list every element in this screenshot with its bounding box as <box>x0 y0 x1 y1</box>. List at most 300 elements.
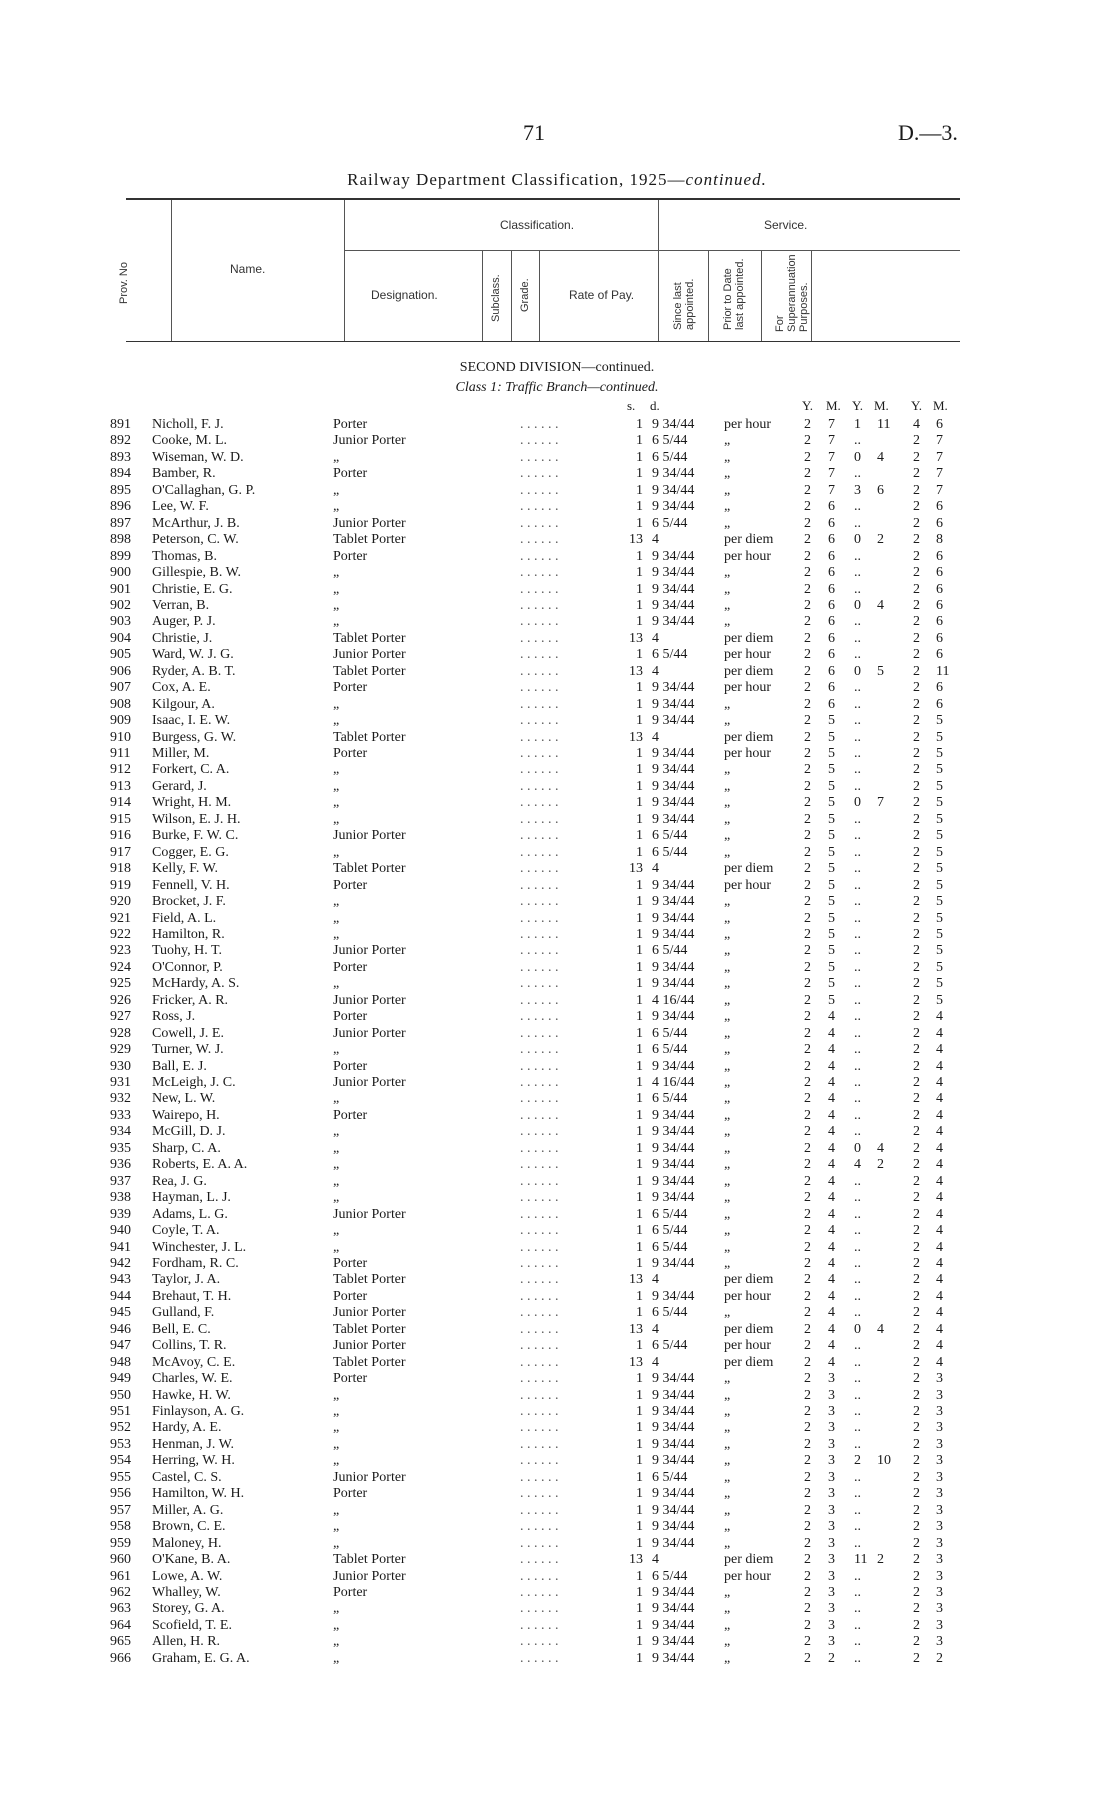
prov-no-cell: 934 <box>110 1124 131 1140</box>
leader-dots: . . . . . . <box>520 877 559 893</box>
prov-no-cell: 907 <box>110 680 131 696</box>
rate-shillings-cell: 1 <box>636 1338 643 1354</box>
rate-pence-cell: 9 34/44 <box>652 1535 695 1551</box>
rate-pence-cell: 4 16/44 <box>652 1075 695 1090</box>
table-row <box>0 466 1114 483</box>
designation-cell: „ <box>333 910 340 926</box>
super-months-cell: 5 <box>936 959 943 975</box>
since-years-cell: 2 <box>804 1387 811 1403</box>
leader-dots: . . . . . . <box>520 1601 559 1617</box>
rate-unit-cell: per diem <box>724 861 774 877</box>
prior-years-cell: .. <box>854 828 861 844</box>
super-months-cell: 5 <box>936 795 943 811</box>
prov-no-cell: 895 <box>110 482 131 498</box>
rate-shillings-cell: 1 <box>636 1107 643 1123</box>
table-row <box>0 1256 1114 1273</box>
leader-dots: . . . . . . <box>520 1042 559 1058</box>
super-years-cell: 2 <box>913 1157 920 1173</box>
units-months-1: M. <box>826 398 841 413</box>
super-years-cell: 2 <box>913 499 920 515</box>
rate-unit-cell: „ <box>724 1305 731 1321</box>
super-years-cell: 2 <box>913 959 920 975</box>
rate-unit-cell: per hour <box>724 548 772 564</box>
super-months-cell: 4 <box>936 1338 943 1354</box>
super-months-cell: 4 <box>936 1091 943 1107</box>
rate-pence-cell: 9 34/44 <box>652 548 695 564</box>
name-cell: Field, A. L. <box>152 910 217 926</box>
prior-years-cell: .. <box>854 1387 861 1403</box>
table-row <box>0 1174 1114 1191</box>
rate-pence-cell: 6 5/44 <box>652 828 688 844</box>
designation-cell: „ <box>333 1617 340 1633</box>
designation-cell: Junior Porter <box>333 433 406 449</box>
rate-shillings-cell: 1 <box>636 1042 643 1058</box>
since-years-cell: 2 <box>804 992 811 1008</box>
designation-cell: Porter <box>333 1584 368 1600</box>
leader-dots: . . . . . . <box>520 1404 559 1419</box>
prov-no-cell: 951 <box>110 1404 131 1419</box>
rate-shillings-cell: 1 <box>636 1190 643 1206</box>
since-years-cell: 2 <box>804 1552 811 1568</box>
designation-cell: „ <box>333 1091 340 1107</box>
rate-shillings-cell: 1 <box>636 680 643 696</box>
prior-months-cell: 5 <box>877 663 884 679</box>
designation-cell: „ <box>333 1404 340 1419</box>
super-years-cell: 2 <box>913 976 920 992</box>
table-row <box>0 1240 1114 1257</box>
super-years-cell: 2 <box>913 630 920 646</box>
rate-unit-cell: „ <box>724 943 731 959</box>
designation-cell: Junior Porter <box>333 1075 406 1090</box>
rate-pence-cell: 6 5/44 <box>652 943 688 959</box>
leader-dots: . . . . . . <box>520 1321 559 1337</box>
super-years-cell: 2 <box>913 1305 920 1321</box>
name-cell: Burke, F. W. C. <box>152 828 239 844</box>
super-months-cell: 6 <box>936 696 943 712</box>
rate-unit-cell: „ <box>724 1634 731 1650</box>
rate-pence-cell: 9 34/44 <box>652 713 695 729</box>
rate-pence-cell: 9 34/44 <box>652 1584 695 1600</box>
prov-no-cell: 942 <box>110 1255 131 1271</box>
rate-pence-cell: 9 34/44 <box>652 597 695 613</box>
units-pence: d. <box>650 398 660 413</box>
super-months-cell: 4 <box>936 1042 943 1058</box>
super-years-cell: 2 <box>913 1042 920 1058</box>
super-years-cell: 2 <box>913 1075 920 1090</box>
super-months-cell: 4 <box>936 1058 943 1074</box>
leader-dots: . . . . . . <box>520 746 559 761</box>
prov-no-cell: 900 <box>110 565 131 581</box>
designation-cell: Junior Porter <box>333 515 406 531</box>
super-years-cell: 2 <box>913 729 920 745</box>
prov-no-cell: 902 <box>110 597 131 613</box>
designation-cell: Tablet Porter <box>333 1272 406 1288</box>
units-years-3: Y. <box>911 398 922 413</box>
rate-pence-cell: 9 34/44 <box>652 1190 695 1206</box>
rate-pence-cell: 4 <box>652 861 659 877</box>
designation-cell: Junior Porter <box>333 1025 406 1041</box>
designation-cell: „ <box>333 696 340 712</box>
rate-shillings-cell: 1 <box>636 548 643 564</box>
name-cell: McArthur, J. B. <box>152 515 240 531</box>
rate-shillings-cell: 1 <box>636 1404 643 1419</box>
table-row <box>0 1157 1114 1174</box>
since-months-cell: 5 <box>828 713 835 729</box>
prior-years-cell: .. <box>854 1223 861 1239</box>
grade-header: Grade. <box>519 278 531 312</box>
rate-shillings-cell: 1 <box>636 1255 643 1271</box>
prior-months-cell: 4 <box>877 449 884 465</box>
name-cell: O'Kane, B. A. <box>152 1552 231 1568</box>
leader-dots: . . . . . . <box>520 1157 559 1173</box>
since-months-cell: 4 <box>828 1042 835 1058</box>
prov-no-cell: 914 <box>110 795 131 811</box>
table-row <box>0 746 1114 763</box>
since-months-cell: 3 <box>828 1535 835 1551</box>
prov-no-cell: 950 <box>110 1387 131 1403</box>
subclass-header: Subclass. <box>490 274 502 322</box>
rate-pence-cell: 9 34/44 <box>652 1617 695 1633</box>
prior-years-cell: 11 <box>854 1552 868 1568</box>
leader-dots: . . . . . . <box>520 1107 559 1123</box>
since-months-cell: 5 <box>828 778 835 794</box>
designation-cell: Porter <box>333 1255 368 1271</box>
rate-unit-cell: per hour <box>724 647 772 663</box>
super-years-cell: 2 <box>913 910 920 926</box>
super-years-cell: 2 <box>913 1009 920 1025</box>
designation-cell: „ <box>333 482 340 498</box>
rate-shillings-cell: 1 <box>636 1634 643 1650</box>
rate-shillings-cell: 1 <box>636 778 643 794</box>
prior-years-cell: .. <box>854 499 861 515</box>
designation-cell: „ <box>333 844 340 860</box>
table-row <box>0 1585 1114 1602</box>
name-cell: Ryder, A. B. T. <box>152 663 236 679</box>
table-row <box>0 697 1114 714</box>
prior-years-cell: .. <box>854 713 861 729</box>
designation-cell: „ <box>333 713 340 729</box>
designation-cell: „ <box>333 1239 340 1255</box>
name-cell: Kilgour, A. <box>152 696 215 712</box>
since-months-cell: 3 <box>828 1634 835 1650</box>
rate-unit-cell: „ <box>724 499 731 515</box>
table-row <box>0 1026 1114 1043</box>
since-months-cell: 5 <box>828 976 835 992</box>
super-months-cell: 3 <box>936 1502 943 1518</box>
super-years-cell: 2 <box>913 844 920 860</box>
leader-dots: . . . . . . <box>520 828 559 844</box>
name-cell: Collins, T. R. <box>152 1338 227 1354</box>
rate-pence-cell: 9 34/44 <box>652 762 695 778</box>
table-row <box>0 1338 1114 1355</box>
prov-no-cell: 954 <box>110 1453 131 1469</box>
rate-shillings-cell: 1 <box>636 1058 643 1074</box>
leader-dots: . . . . . . <box>520 1058 559 1074</box>
leader-dots: . . . . . . <box>520 449 559 465</box>
rate-pence-cell: 9 34/44 <box>652 1453 695 1469</box>
name-cell: Bamber, R. <box>152 466 216 482</box>
designation-cell: „ <box>333 1173 340 1189</box>
prior-years-cell: .. <box>854 1486 861 1502</box>
prov-no-cell: 928 <box>110 1025 131 1041</box>
super-months-cell: 7 <box>936 466 943 482</box>
table-row <box>0 1141 1114 1158</box>
rate-unit-cell: per diem <box>724 1552 774 1568</box>
prov-no-cell: 920 <box>110 894 131 910</box>
rate-shillings-cell: 1 <box>636 482 643 498</box>
since-months-cell: 6 <box>828 680 835 696</box>
prov-no-cell: 915 <box>110 811 131 827</box>
rate-pence-cell: 9 34/44 <box>652 959 695 975</box>
rate-unit-cell: „ <box>724 1075 731 1090</box>
super-months-cell: 7 <box>936 449 943 465</box>
super-years-cell: 2 <box>913 1371 920 1387</box>
since-years-cell: 2 <box>804 696 811 712</box>
table-row <box>0 1404 1114 1421</box>
since-years-cell: 2 <box>804 548 811 564</box>
table-row <box>0 927 1114 944</box>
designation-cell: „ <box>333 778 340 794</box>
prior-years-cell: .. <box>854 1255 861 1271</box>
prior-years-cell: .. <box>854 959 861 975</box>
prior-appointed-header: Prior to Date last appointed. <box>722 258 746 330</box>
table-row <box>0 417 1114 434</box>
super-years-cell: 4 <box>913 417 920 432</box>
super-years-cell: 2 <box>913 1436 920 1452</box>
name-cell: Sharp, C. A. <box>152 1140 221 1156</box>
rate-pence-cell: 9 34/44 <box>652 1157 695 1173</box>
rate-unit-cell: „ <box>724 581 731 597</box>
rate-pence-cell: 9 34/44 <box>652 614 695 630</box>
designation-cell: „ <box>333 499 340 515</box>
designation-cell: Junior Porter <box>333 992 406 1008</box>
designation-cell: „ <box>333 1453 340 1469</box>
leader-dots: . . . . . . <box>520 1206 559 1222</box>
prov-no-cell: 908 <box>110 696 131 712</box>
super-months-cell: 4 <box>936 1157 943 1173</box>
leader-dots: . . . . . . <box>520 1617 559 1633</box>
prov-no-cell: 938 <box>110 1190 131 1206</box>
leader-dots: . . . . . . <box>520 959 559 975</box>
rate-shillings-cell: 1 <box>636 417 643 432</box>
since-months-cell: 6 <box>828 630 835 646</box>
leader-dots: . . . . . . <box>520 1124 559 1140</box>
rate-pence-cell: 4 <box>652 1354 659 1370</box>
rate-shillings-cell: 1 <box>636 1075 643 1090</box>
rate-unit-cell: „ <box>724 910 731 926</box>
rate-unit-cell: „ <box>724 482 731 498</box>
rate-shillings-cell: 1 <box>636 565 643 581</box>
super-months-cell: 5 <box>936 762 943 778</box>
prior-months-cell: 4 <box>877 597 884 613</box>
since-years-cell: 2 <box>804 894 811 910</box>
rate-shillings-cell: 13 <box>629 630 643 646</box>
designation-cell: Tablet Porter <box>333 532 406 548</box>
super-years-cell: 2 <box>913 1601 920 1617</box>
name-cell: Brehaut, T. H. <box>152 1288 232 1304</box>
super-years-cell: 2 <box>913 1321 920 1337</box>
name-cell: Tuohy, H. T. <box>152 943 223 959</box>
rate-pence-cell: 6 5/44 <box>652 844 688 860</box>
leader-dots: . . . . . . <box>520 1650 559 1666</box>
super-months-cell: 3 <box>936 1519 943 1535</box>
since-months-cell: 3 <box>828 1617 835 1633</box>
rate-unit-cell: „ <box>724 926 731 942</box>
super-years-cell: 2 <box>913 1404 920 1419</box>
super-years-cell: 2 <box>913 696 920 712</box>
rate-unit-cell: „ <box>724 565 731 581</box>
table-row <box>0 598 1114 615</box>
table-row <box>0 1223 1114 1240</box>
since-years-cell: 2 <box>804 532 811 548</box>
rate-shillings-cell: 1 <box>636 515 643 531</box>
name-cell: McAvoy, C. E. <box>152 1354 236 1370</box>
super-months-cell: 4 <box>936 1272 943 1288</box>
since-months-cell: 5 <box>828 992 835 1008</box>
rate-pence-cell: 6 5/44 <box>652 1338 688 1354</box>
super-years-cell: 2 <box>913 828 920 844</box>
rate-shillings-cell: 1 <box>636 1486 643 1502</box>
table-row <box>0 532 1114 549</box>
super-years-cell: 2 <box>913 1584 920 1600</box>
table-row <box>0 450 1114 467</box>
super-months-cell: 3 <box>936 1486 943 1502</box>
prov-no-cell: 926 <box>110 992 131 1008</box>
prior-years-cell: 0 <box>854 449 861 465</box>
leader-dots: . . . . . . <box>520 1272 559 1288</box>
table-row <box>0 1108 1114 1125</box>
since-years-cell: 2 <box>804 1206 811 1222</box>
name-cell: Hardy, A. E. <box>152 1420 222 1436</box>
prior-months-cell: 10 <box>877 1453 891 1469</box>
prior-years-cell: 0 <box>854 597 861 613</box>
table-row <box>0 1059 1114 1076</box>
prov-no-cell: 896 <box>110 499 131 515</box>
super-years-cell: 2 <box>913 1272 920 1288</box>
rate-pence-cell: 9 34/44 <box>652 1502 695 1518</box>
super-months-cell: 3 <box>936 1371 943 1387</box>
prov-no-cell: 894 <box>110 466 131 482</box>
rate-unit-cell: „ <box>724 1091 731 1107</box>
since-years-cell: 2 <box>804 877 811 893</box>
since-months-cell: 4 <box>828 1157 835 1173</box>
designation-cell: „ <box>333 1601 340 1617</box>
rate-unit-cell: „ <box>724 1617 731 1633</box>
super-years-cell: 2 <box>913 1288 920 1304</box>
super-months-cell: 5 <box>936 926 943 942</box>
since-months-cell: 6 <box>828 548 835 564</box>
name-cell: Scofield, T. E. <box>152 1617 232 1633</box>
super-months-cell: 6 <box>936 548 943 564</box>
designation-cell: „ <box>333 976 340 992</box>
prior-years-cell: .. <box>854 1502 861 1518</box>
designation-cell: Porter <box>333 746 368 761</box>
table-row <box>0 1618 1114 1635</box>
since-years-cell: 2 <box>804 581 811 597</box>
table-row <box>0 1552 1114 1569</box>
name-cell: Adams, L. G. <box>152 1206 228 1222</box>
leader-dots: . . . . . . <box>520 762 559 778</box>
since-years-cell: 2 <box>804 1338 811 1354</box>
prior-years-cell: .. <box>854 910 861 926</box>
prov-no-cell: 921 <box>110 910 131 926</box>
prov-no-cell: 911 <box>110 746 131 761</box>
name-cell: Isaac, I. E. W. <box>152 713 231 729</box>
rate-unit-cell: „ <box>724 1404 731 1419</box>
designation-cell: Junior Porter <box>333 1469 406 1485</box>
since-years-cell: 2 <box>804 1140 811 1156</box>
super-months-cell: 5 <box>936 943 943 959</box>
rate-shillings-cell: 1 <box>636 1173 643 1189</box>
leader-dots: . . . . . . <box>520 811 559 827</box>
rate-shillings-cell: 1 <box>636 1387 643 1403</box>
since-months-cell: 6 <box>828 581 835 597</box>
name-cell: Coyle, T. A. <box>152 1223 220 1239</box>
designation-cell: „ <box>333 926 340 942</box>
leader-dots: . . . . . . <box>520 894 559 910</box>
super-months-cell: 4 <box>936 1239 943 1255</box>
designation-cell: Junior Porter <box>333 828 406 844</box>
since-years-cell: 2 <box>804 515 811 531</box>
rate-pence-cell: 6 5/44 <box>652 449 688 465</box>
prior-years-cell: .. <box>854 1107 861 1123</box>
rate-shillings-cell: 1 <box>636 466 643 482</box>
super-years-cell: 2 <box>913 1469 920 1485</box>
name-cell: Roberts, E. A. A. <box>152 1157 248 1173</box>
rate-shillings-cell: 1 <box>636 614 643 630</box>
super-years-cell: 2 <box>913 1486 920 1502</box>
super-months-cell: 6 <box>936 597 943 613</box>
super-years-cell: 2 <box>913 778 920 794</box>
since-months-cell: 7 <box>828 466 835 482</box>
prior-months-cell: 2 <box>877 1552 884 1568</box>
prov-no-cell: 958 <box>110 1519 131 1535</box>
rate-pence-cell: 6 5/44 <box>652 1025 688 1041</box>
super-years-cell: 2 <box>913 1025 920 1041</box>
prior-years-cell: .. <box>854 1436 861 1452</box>
prior-years-cell: .. <box>854 696 861 712</box>
since-months-cell: 7 <box>828 482 835 498</box>
rate-shillings-cell: 1 <box>636 894 643 910</box>
prov-no-cell: 918 <box>110 861 131 877</box>
rate-unit-cell: „ <box>724 1206 731 1222</box>
super-years-cell: 2 <box>913 565 920 581</box>
rate-shillings-cell: 1 <box>636 581 643 597</box>
leader-dots: . . . . . . <box>520 992 559 1008</box>
prior-years-cell: .. <box>854 1239 861 1255</box>
rate-shillings-cell: 1 <box>636 713 643 729</box>
service-header: Service. <box>764 218 808 232</box>
rate-shillings-cell: 1 <box>636 1453 643 1469</box>
prov-no-cell: 925 <box>110 976 131 992</box>
rate-pence-cell: 9 34/44 <box>652 417 695 432</box>
rate-pence-cell: 9 34/44 <box>652 746 695 761</box>
rate-shillings-cell: 1 <box>636 1601 643 1617</box>
super-months-cell: 4 <box>936 1025 943 1041</box>
name-cell: Storey, G. A. <box>152 1601 225 1617</box>
name-cell: McGill, D. J. <box>152 1124 226 1140</box>
since-months-cell: 3 <box>828 1436 835 1452</box>
rate-pence-cell: 4 <box>652 729 659 745</box>
rate-pence-cell: 9 34/44 <box>652 1404 695 1419</box>
table-row <box>0 1486 1114 1503</box>
rate-shillings-cell: 1 <box>636 1436 643 1452</box>
prior-years-cell: .. <box>854 844 861 860</box>
super-months-cell: 5 <box>936 729 943 745</box>
super-years-cell: 2 <box>913 877 920 893</box>
table-row <box>0 878 1114 895</box>
leader-dots: . . . . . . <box>520 1305 559 1321</box>
